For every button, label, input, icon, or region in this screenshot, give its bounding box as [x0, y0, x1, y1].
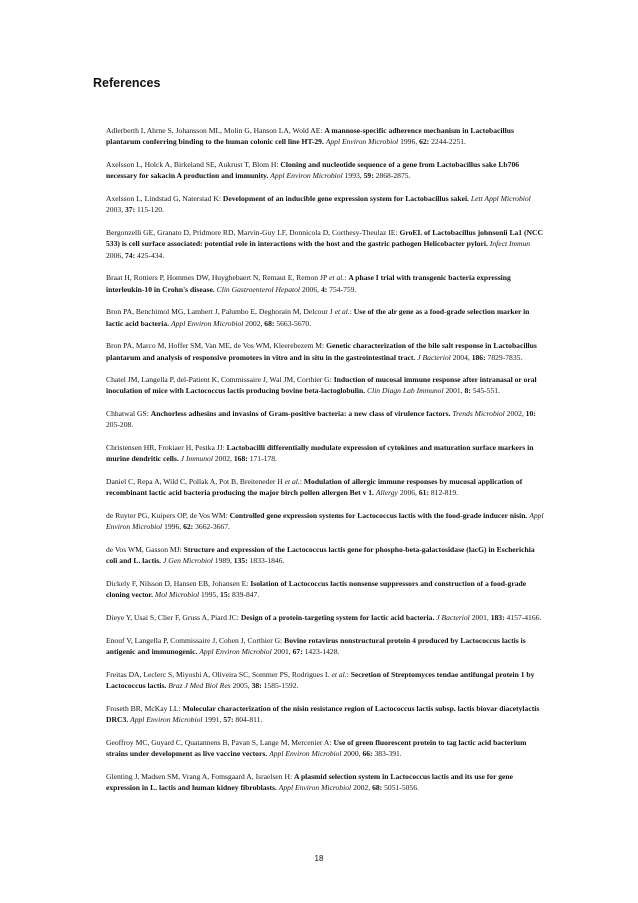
reference-volume: 37:: [125, 205, 136, 215]
reference-title: Induction of mucosal immune response after intranasal or oral inoculation of mice with Lactococcus lactis producing bovine beta-lactoglobulin.: [106, 375, 537, 396]
reference-year: 1993,: [344, 171, 362, 181]
reference-journal: Appl Environ Microbiol: [270, 171, 343, 181]
reference-title: Modulation of allergic immune responses by mucosal application of recombinant lactic acid bacteria producing the major birch pollen allergen Bet v 1.: [106, 477, 523, 498]
reference-volume: 183:: [490, 613, 505, 623]
reference-volume: 57:: [223, 715, 234, 725]
reference-pages: 4157-4166.: [506, 613, 542, 623]
reference-journal: Lett Appl Microbiol: [470, 193, 531, 203]
reference-year: 2006,: [106, 250, 124, 260]
reference-authors-tail: :: [299, 477, 302, 487]
reference-year: 2001,: [273, 647, 291, 657]
reference-journal: Appl Environ Microbiol: [325, 137, 399, 147]
reference-year: 2003,: [106, 205, 124, 215]
reference-journal: J Bacteriol: [436, 613, 470, 623]
reference-title: Structure and expression of the Lactococcus lactis gene for phospho-beta-galactosidase (lacG) in Escherichia coli and L. lactis.: [106, 545, 535, 566]
reference-authors-tail: :: [346, 669, 349, 679]
reference-authors: Froseth BR, McKay LL:: [106, 703, 181, 713]
reference-item: [106, 227, 544, 261]
reference-item: [106, 737, 544, 760]
reference-pages: 3662-3667.: [195, 522, 230, 532]
reference-title: Development of an inducible gene expression system for Lactobacillus sakei.: [222, 193, 469, 203]
reference-year: 2001,: [471, 613, 489, 623]
reference-title: Lactobacilli differentially modulate expression of cytokines and maturation surface markers in murine dendritic cells.: [106, 443, 534, 464]
page-number: 18: [314, 854, 324, 863]
reference-year: 2006,: [301, 284, 320, 294]
reference-item: [106, 476, 544, 499]
reference-authors: de Ruyter PG, Kuipers OP, de Vos WM:: [106, 511, 228, 521]
reference-pages: 1585-1592.: [263, 681, 299, 691]
reference-journal: Appl Environ Microbiol: [170, 318, 244, 328]
reference-pages: 804-811.: [235, 715, 263, 725]
reference-title: Secretion of Streptomyces tendae antifungal protein 1 by Lactococcus lactis.: [106, 669, 535, 691]
reference-pages: 812-819.: [430, 488, 459, 498]
reference-pages: 1833-1846.: [249, 556, 285, 566]
reference-pages: 383-391.: [374, 749, 402, 759]
reference-year: 1995,: [201, 590, 219, 600]
reference-pages: 5051-5056.: [384, 783, 419, 792]
reference-title: Bovine rotavirus nonstructural protein 4 produced by Lactococcus lactis is antigenic and immunogenic.: [106, 635, 526, 657]
reference-journal: Appl Environ Microbiol: [278, 783, 352, 792]
reference-year: 2000,: [343, 749, 361, 759]
reference-title: A plasmid selection system in Lactococcus lactis and its use for gene expression in L. lactis and human kidney fibroblasts.: [106, 771, 513, 792]
reference-journal: Infect Immun: [489, 239, 531, 249]
reference-authors: Dieye Y, Usai S, Clier F, Gruss A, Piard JC:: [106, 613, 239, 623]
reference-authors: Daniel C, Repa A, Wild C, Pollak A, Pot B, Breiteneder H: [106, 477, 283, 487]
reference-list: [106, 125, 544, 805]
reference-authors: Axelsson L, Lindstad G, Naterstad K:: [106, 193, 221, 203]
reference-year: 1989,: [214, 556, 232, 566]
reference-journal: Appl Environ Microbiol: [269, 749, 342, 759]
reference-title: Use of green fluorescent protein to tag lactic acid bacterium strains under development as live vaccine vectors.: [106, 737, 527, 759]
reference-journal: Allergy: [375, 488, 398, 498]
reference-item: [106, 635, 544, 658]
reference-item: [106, 510, 544, 533]
reference-volume: 67:: [292, 647, 303, 657]
reference-title: Anchorless adhesins and invasins of Gram-positive bacteria: a new class of virulence factors.: [150, 409, 451, 419]
reference-year: 2002,: [245, 318, 263, 328]
reference-et-al: et al.: [282, 477, 300, 487]
reference-authors: Chatel JM, Langella P, del-Patient K, Commissaire J, Wal JM, Corthier G:: [106, 375, 332, 385]
reference-pages: 425-434.: [137, 250, 165, 260]
reference-volume: 62:: [183, 522, 194, 532]
reference-item: [106, 442, 544, 465]
reference-authors: Glenting J, Madsen SM, Vrang A, Fomsgaard A, Israelsen H:: [106, 771, 293, 781]
reference-title: A phase I trial with transgenic bacteria expressing interleukin-10 in Crohn's disease.: [106, 273, 511, 294]
reference-title: Isolation of Lactococcus lactis nonsense suppressors and construction of a food-grade cloning vector.: [106, 579, 527, 600]
reference-pages: 5663-5670.: [276, 318, 312, 328]
reference-volume: 66:: [362, 749, 373, 759]
reference-volume: 168:: [233, 454, 248, 464]
reference-item: [106, 703, 544, 726]
reference-authors: Bron PA, Marco M, Hoffer SM, Van ME, de Vos WM, Kleerebezem M:: [106, 341, 325, 351]
reference-pages: 115-120.: [137, 205, 164, 215]
reference-volume: 68:: [372, 783, 383, 792]
reference-volume: 68:: [264, 318, 275, 328]
reference-et-al: et al.: [329, 669, 347, 679]
reference-authors-tail: :: [344, 273, 347, 283]
reference-journal: Appl Environ Microbiol: [130, 715, 203, 725]
reference-year: 2001,: [445, 386, 463, 396]
reference-year: 1996,: [400, 137, 418, 147]
reference-authors: Geoffroy MC, Guyard C, Quatannens B, Pavan S, Lange M, Mercenier A:: [106, 737, 332, 747]
reference-item: [106, 125, 544, 148]
reference-item: [106, 612, 544, 623]
reference-title: A mannose-specific adherence mechanism in Lactobacillus plantarum conferring binding to the human colonic cell line HT-29.: [106, 126, 514, 147]
reference-authors: Dickely F, Nilsson D, Hansen EB, Johansen E:: [106, 579, 249, 589]
reference-pages: 1423-1428.: [304, 647, 340, 657]
reference-title: Cloning and nucleotide sequence of a gene from Lactobacillus sake Lb706 necessary for sakacin A production and immunity.: [106, 159, 520, 181]
reference-pages: 205-208.: [106, 420, 134, 430]
reference-journal: J Bacteriol: [417, 352, 451, 362]
reference-et-al: et al.: [332, 307, 350, 317]
reference-title: Molecular characterization of the nisin resistance region of Lactococcus lactis subsp. lactis biovar diacetylactis DRC3.: [106, 703, 540, 725]
reference-journal: Trends Microbiol: [452, 409, 505, 419]
reference-item: [106, 408, 544, 431]
reference-item: [106, 578, 544, 601]
reference-journal: Clin Gastroenterol Hepatol: [216, 284, 301, 294]
reference-title: Design of a protein-targeting system for lactic acid bacteria.: [240, 613, 435, 623]
reference-authors: Enouf V, Langella P, Commissaire J, Cohen J, Corthier G:: [106, 635, 283, 645]
reference-authors: Axelsson L, Holck A, Birkeland SE, Aukrust T, Blom H:: [106, 159, 279, 169]
reference-journal: Clin Diagn Lab Immunol: [367, 386, 444, 396]
reference-item: [106, 193, 544, 216]
reference-item: [106, 669, 544, 692]
reference-year: 1991,: [204, 715, 222, 725]
reference-item: [106, 771, 544, 794]
reference-volume: 74:: [125, 250, 136, 260]
reference-year: 1996,: [164, 522, 182, 532]
reference-volume: 8:: [464, 386, 471, 396]
reference-authors: Freitas DA, Leclerc S, Miyoshi A, Oliveira SC, Sommer PS, Rodrigues L: [106, 669, 330, 679]
reference-authors-tail: :: [349, 307, 352, 317]
reference-year: 2005,: [232, 681, 250, 691]
reference-pages: 2868-2875.: [375, 171, 411, 181]
reference-year: 2002,: [506, 409, 524, 419]
reference-volume: 62:: [419, 137, 430, 147]
reference-title: Controlled gene expression systems for Lactococcus lactis with the food-grade inducer nisin.: [229, 511, 528, 521]
reference-volume: 10:: [525, 409, 536, 419]
reference-year: 2004,: [452, 352, 470, 362]
section-heading: References: [93, 76, 161, 90]
reference-authors: Christensen HR, Frokiaer H, Pestka JJ:: [106, 443, 225, 453]
reference-authors: Bron PA, Benchimol MG, Lambert J, Palumbo E, Deghorain M, Delcour J: [106, 307, 333, 317]
reference-volume: 4:: [320, 284, 328, 294]
reference-authors: Chhatwal GS:: [106, 409, 149, 419]
reference-authors: Bergonzelli GE, Granato D, Pridmore RD, Marvin-Guy LF, Donnicola D, Corthesy-Theulaz IE:: [106, 227, 398, 237]
reference-pages: 545-551.: [472, 386, 500, 396]
reference-pages: 754-759.: [329, 284, 357, 294]
reference-volume: 61:: [418, 488, 429, 498]
reference-volume: 186:: [471, 352, 486, 362]
reference-title: Use of the alr gene as a food-grade selection marker in lactic acid bacteria.: [106, 307, 530, 328]
reference-volume: 38:: [251, 681, 262, 691]
reference-journal: Appl Environ Microbiol: [106, 511, 544, 532]
reference-authors: Braat H, Rottiers P, Hommes DW, Huyghebaert N, Remaut E, Remon JP: [106, 273, 328, 283]
reference-journal: Mol Microbiol: [154, 590, 200, 600]
reference-pages: 2244-2251.: [431, 137, 466, 147]
reference-pages: 7829-7835.: [487, 352, 523, 362]
reference-title: GroEL of Lactobacillus johnsonii La1 (NCC 533) is cell surface associated: potential role in interactions with the host and the gastric pathogen Helicobacter pylori.: [106, 227, 543, 249]
reference-item: [106, 340, 544, 363]
reference-volume: 135:: [233, 556, 248, 566]
reference-authors: Adlerberth I, Ahrne S, Johansson ML, Molin G, Hanson LA, Wold AE:: [106, 126, 323, 135]
reference-year: 2002,: [353, 783, 371, 792]
reference-volume: 15:: [220, 590, 231, 600]
reference-year: 2006,: [399, 488, 417, 498]
reference-pages: 171-178.: [249, 454, 277, 464]
reference-item: [106, 159, 544, 182]
reference-journal: Braz J Med Biol Res: [168, 681, 231, 691]
reference-item: [106, 544, 544, 567]
reference-item: [106, 306, 544, 329]
reference-authors: de Vos WM, Gasson MJ:: [106, 545, 182, 555]
reference-volume: 59:: [363, 171, 374, 181]
reference-item: [106, 272, 544, 295]
reference-et-al: et al.: [327, 273, 345, 283]
reference-pages: 839-847.: [232, 590, 260, 600]
reference-journal: J Gen Microbiol: [162, 556, 213, 566]
reference-journal: J Immunol: [180, 454, 213, 464]
reference-journal: Appl Environ Microbiol: [199, 647, 272, 657]
reference-title: Genetic characterization of the bile salt response in Lactobacillus plantarum and analysis of responsive promoters in vitro and in situ in the gastrointestinal tract.: [106, 341, 537, 362]
reference-year: 2002,: [214, 454, 232, 464]
reference-item: [106, 374, 544, 397]
